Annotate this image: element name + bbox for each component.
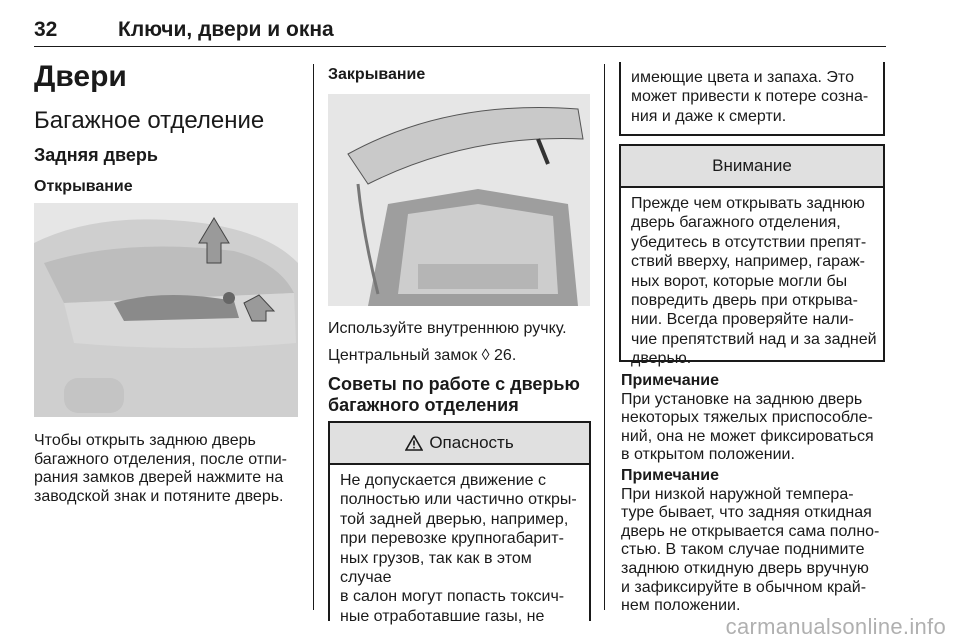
text-line: заводской знак и потяните дверь. — [34, 487, 284, 505]
text-line: ний, она не может фиксироваться — [621, 427, 874, 445]
subsection-title: Задняя дверь — [34, 145, 158, 165]
note-2-title: Примечание — [621, 467, 720, 484]
text-line: стью. В таком случае поднимите — [621, 541, 865, 559]
text-line: ствий вверху, например, гараж- — [631, 253, 866, 271]
heading-line: багажного отделения — [328, 395, 519, 415]
text-line: Прежде чем открывать заднюю — [631, 195, 865, 212]
warning-triangle-icon — [405, 435, 423, 451]
note-1 — [621, 372, 889, 465]
text-line: при перевозке крупногабарит- — [340, 530, 564, 548]
text-line: имеющие цвета и запаха. Это — [631, 69, 854, 86]
caution-box — [619, 144, 885, 368]
column-divider-1 — [313, 64, 314, 610]
closing-heading: Закрывание — [328, 66, 426, 83]
text-line: При низкой наружной темпера- — [621, 485, 854, 503]
text-line: рания замков дверей нажмите на — [34, 469, 284, 487]
text-line: убедитесь в отсутствии препят- — [631, 233, 867, 251]
page-number: 32 — [34, 18, 58, 41]
text-line: При установке на заднюю дверь — [621, 390, 863, 408]
opening-instructions — [34, 432, 304, 506]
text-line: дверью. — [631, 350, 692, 368]
column-divider-2 — [604, 64, 605, 610]
tips-heading — [328, 374, 598, 416]
central-lock-reference[interactable]: Центральный замок ◊ 26. — [328, 347, 517, 364]
watermark: carmanualsonline.info — [725, 614, 946, 639]
section-subtitle: Багажное отделение — [34, 107, 265, 134]
text-line: ных ворот, которые могли бы — [631, 272, 848, 290]
text-line: дверь багажного отделения, — [631, 214, 841, 232]
header-rule — [34, 46, 886, 47]
text-line: чие препятствий над и за задней — [631, 330, 877, 348]
danger-title-text: Опасность — [429, 433, 514, 452]
text-line: в салон могут попасть токсич- — [340, 588, 565, 606]
text-line: некоторых тяжелых приспособле- — [621, 409, 873, 427]
text-line: туре бывает, что задняя откидная — [621, 504, 872, 522]
heading-line: Советы по работе с дверью — [328, 374, 580, 394]
tailgate-opening-illustration — [34, 203, 298, 417]
note-2 — [621, 467, 889, 616]
opening-heading: Открывание — [34, 178, 133, 195]
danger-box-title — [330, 423, 589, 465]
danger-continued-text — [631, 68, 877, 126]
text-line: ных грузов, так как в этом случае — [340, 549, 532, 587]
text-line: ные отработавшие газы, не — [340, 607, 545, 625]
danger-box-continued — [619, 62, 885, 136]
text-line: полностью или частично откры- — [340, 491, 577, 509]
text-line: Чтобы открыть заднюю дверь — [34, 432, 256, 449]
chapter-title: Ключи, двери и окна — [118, 18, 334, 41]
text-line: той задней дверью, например, — [340, 510, 569, 528]
text-line: нии. Всегда проверяйте нали- — [631, 311, 854, 329]
text-line: багажного отделения, после отпи- — [34, 450, 287, 468]
note-1-title: Примечание — [621, 372, 720, 389]
text-line: дверь не открывается сама полно- — [621, 522, 880, 540]
caution-title: Внимание — [621, 146, 883, 188]
caution-text — [631, 194, 877, 369]
text-line: может привести к потере созна- — [631, 88, 869, 106]
text-line: повредить дверь при открыва- — [631, 292, 858, 310]
text-line: и зафиксируйте в обычном край- — [621, 578, 867, 596]
tailgate-closing-illustration — [328, 94, 590, 306]
text-line: нем положении. — [621, 597, 741, 615]
section-title: Двери — [34, 60, 127, 93]
text-line: ния и даже к смерти. — [631, 107, 787, 125]
text-line: Не допускается движение с — [340, 472, 546, 489]
closing-instruction: Используйте внутреннюю ручку. — [328, 320, 567, 337]
text-line: заднюю откидную дверь вручную — [621, 559, 869, 577]
danger-box — [328, 421, 591, 625]
text-line: в открытом положении. — [621, 446, 795, 464]
danger-text — [340, 471, 583, 626]
